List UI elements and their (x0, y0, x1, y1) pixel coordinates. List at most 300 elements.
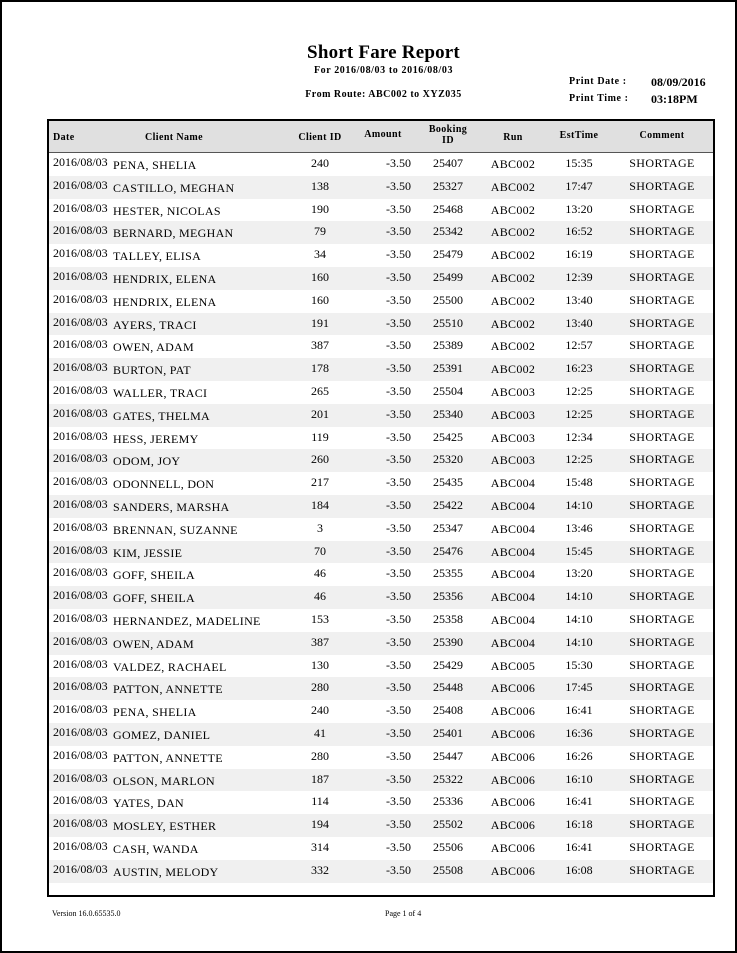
cell-comment: SHORTAGE (629, 156, 695, 170)
col-run: Run (503, 132, 523, 143)
cell-client-id: 160 (311, 292, 329, 307)
cell-est-time: 12:25 (565, 406, 593, 421)
cell-run: ABC002 (490, 293, 536, 308)
cell-client-name: OWEN, ADAM (113, 340, 194, 355)
cell-booking-id: 25429 (433, 657, 463, 672)
cell-est-time: 12:57 (565, 338, 593, 353)
cell-date: 2016/08/03 (53, 838, 108, 853)
table-row (49, 632, 713, 655)
col-client-id: Client ID (298, 132, 342, 143)
cell-comment: SHORTAGE (629, 201, 695, 216)
cell-booking-id: 25356 (433, 589, 463, 604)
cell-client-id: 265 (311, 383, 329, 398)
cell-amount: -3.50 (386, 589, 411, 604)
cell-date: 2016/08/03 (53, 268, 108, 283)
cell-date: 2016/08/03 (53, 200, 108, 215)
cell-est-time: 13:40 (565, 292, 593, 307)
cell-client-id: 46 (314, 589, 326, 604)
cell-run: ABC006 (490, 772, 536, 787)
cell-booking-id: 25435 (433, 475, 463, 490)
print-time-value: 03:18PM (651, 92, 698, 106)
cell-comment: SHORTAGE (629, 361, 695, 376)
cell-est-time: 12:25 (565, 452, 593, 467)
cell-booking-id: 25510 (433, 315, 463, 330)
col-comment: Comment (639, 130, 685, 141)
cell-comment: SHORTAGE (629, 452, 695, 467)
cell-date: 2016/08/03 (53, 223, 108, 238)
cell-amount: -3.50 (386, 201, 411, 216)
table-row (49, 153, 713, 176)
cell-comment: SHORTAGE (629, 703, 695, 718)
cell-est-time: 16:19 (565, 247, 593, 262)
cell-run: ABC003 (490, 407, 536, 422)
cell-run: ABC004 (490, 612, 536, 627)
cell-booking-id: 25408 (433, 703, 463, 718)
table-row (49, 427, 713, 450)
table-row (49, 495, 713, 518)
cell-booking-id: 25479 (433, 247, 463, 262)
cell-comment: SHORTAGE (629, 269, 695, 284)
table-row (49, 860, 713, 883)
cell-run: ABC006 (490, 840, 536, 855)
cell-comment: SHORTAGE (629, 566, 695, 581)
cell-run: ABC004 (490, 476, 536, 491)
cell-amount: -3.50 (386, 680, 411, 695)
cell-client-name: GOFF, SHEILA (113, 591, 195, 606)
cell-amount: -3.50 (386, 269, 411, 284)
cell-client-name: AYERS, TRACI (113, 317, 197, 332)
cell-comment: SHORTAGE (629, 520, 695, 535)
cell-date: 2016/08/03 (53, 382, 108, 397)
cell-amount: -3.50 (386, 634, 411, 649)
cell-est-time: 17:45 (565, 680, 593, 695)
table-row (49, 723, 713, 746)
cell-run: ABC002 (490, 270, 536, 285)
cell-est-time: 16:10 (565, 771, 593, 786)
cell-est-time: 16:52 (565, 224, 593, 239)
cell-date: 2016/08/03 (53, 633, 108, 648)
cell-booking-id: 25476 (433, 543, 463, 558)
cell-run: ABC006 (490, 749, 536, 764)
cell-amount: -3.50 (386, 475, 411, 490)
cell-est-time: 16:36 (565, 725, 593, 740)
cell-client-name: CASTILLO, MEGHAN (113, 180, 235, 195)
table-row (49, 335, 713, 358)
cell-client-id: 184 (311, 497, 329, 512)
cell-booking-id: 25347 (433, 520, 463, 535)
cell-est-time: 13:46 (565, 520, 593, 535)
cell-client-name: PENA, SHELIA (113, 705, 197, 720)
cell-comment: SHORTAGE (629, 817, 695, 832)
cell-booking-id: 25468 (433, 201, 463, 216)
table-row (49, 244, 713, 267)
col-booking-id (417, 124, 479, 146)
cell-client-name: GOFF, SHEILA (113, 568, 195, 583)
cell-client-name: OWEN, ADAM (113, 636, 194, 651)
cell-run: ABC003 (490, 430, 536, 445)
cell-date: 2016/08/03 (53, 747, 108, 762)
cell-client-id: 314 (311, 839, 329, 854)
cell-est-time: 13:20 (565, 566, 593, 581)
table-row (49, 609, 713, 632)
cell-run: ABC004 (490, 498, 536, 513)
table-row (49, 449, 713, 472)
cell-est-time: 15:45 (565, 543, 593, 558)
cell-client-id: 260 (311, 452, 329, 467)
table-row (49, 313, 713, 336)
cell-booking-id: 25447 (433, 748, 463, 763)
cell-run: ABC002 (490, 339, 536, 354)
cell-est-time: 15:30 (565, 657, 593, 672)
cell-date: 2016/08/03 (53, 291, 108, 306)
cell-booking-id: 25391 (433, 361, 463, 376)
cell-client-name: PATTON, ANNETTE (113, 682, 223, 697)
cell-amount: -3.50 (386, 657, 411, 672)
cell-booking-id: 25336 (433, 794, 463, 809)
col-amount: Amount (364, 129, 402, 140)
cell-date: 2016/08/03 (53, 360, 108, 375)
cell-client-name: SANDERS, MARSHA (113, 499, 230, 514)
cell-date: 2016/08/03 (53, 724, 108, 739)
cell-booking-id: 25448 (433, 680, 463, 695)
cell-client-id: 240 (311, 156, 329, 170)
cell-client-id: 190 (311, 201, 329, 216)
cell-booking-id: 25340 (433, 406, 463, 421)
cell-comment: SHORTAGE (629, 794, 695, 809)
cell-amount: -3.50 (386, 566, 411, 581)
cell-run: ABC006 (490, 681, 536, 696)
cell-date: 2016/08/03 (53, 861, 108, 876)
table-body (49, 153, 713, 883)
cell-date: 2016/08/03 (53, 565, 108, 580)
cell-date: 2016/08/03 (53, 588, 108, 603)
cell-est-time: 14:10 (565, 611, 593, 626)
cell-est-time: 16:23 (565, 361, 593, 376)
cell-run: ABC003 (490, 384, 536, 399)
table-row (49, 381, 713, 404)
cell-amount: -3.50 (386, 383, 411, 398)
cell-booking-id: 25390 (433, 634, 463, 649)
cell-client-id: 79 (314, 224, 326, 239)
cell-client-id: 3 (317, 520, 323, 535)
cell-amount: -3.50 (386, 361, 411, 376)
cell-client-id: 114 (311, 794, 329, 809)
cell-comment: SHORTAGE (629, 839, 695, 854)
cell-run: ABC004 (490, 635, 536, 650)
cell-client-id: 240 (311, 703, 329, 718)
cell-date: 2016/08/03 (53, 405, 108, 420)
cell-est-time: 12:39 (565, 269, 593, 284)
cell-date: 2016/08/03 (53, 793, 108, 808)
date-range: For 2016/08/03 to 2016/08/03 (313, 65, 454, 76)
cell-amount: -3.50 (386, 338, 411, 353)
cell-comment: SHORTAGE (629, 315, 695, 330)
cell-amount: -3.50 (386, 497, 411, 512)
cell-est-time: 14:10 (565, 589, 593, 604)
cell-client-id: 280 (311, 680, 329, 695)
cell-date: 2016/08/03 (53, 474, 108, 489)
cell-amount: -3.50 (386, 224, 411, 239)
cell-run: ABC006 (490, 818, 536, 833)
cell-booking-id: 25401 (433, 725, 463, 740)
cell-run: ABC002 (490, 225, 536, 240)
cell-client-id: 34 (314, 247, 326, 262)
cell-booking-id: 25508 (433, 862, 463, 877)
report-table (47, 119, 715, 897)
cell-amount: -3.50 (386, 520, 411, 535)
table-row (49, 586, 713, 609)
cell-date: 2016/08/03 (53, 428, 108, 443)
cell-date: 2016/08/03 (53, 177, 108, 192)
cell-comment: SHORTAGE (629, 224, 695, 239)
cell-client-name: PENA, SHELIA (113, 158, 197, 172)
cell-run: ABC004 (490, 590, 536, 605)
cell-client-name: GATES, THELMA (113, 408, 211, 423)
cell-comment: SHORTAGE (629, 338, 695, 353)
cell-client-name: WALLER, TRACI (113, 385, 208, 400)
cell-run: ABC006 (490, 726, 536, 741)
cell-amount: -3.50 (386, 748, 411, 763)
col-est-time: EstTime (559, 130, 599, 141)
table-row (49, 518, 713, 541)
table-row (49, 655, 713, 678)
cell-run: ABC005 (490, 658, 536, 673)
cell-booking-id: 25320 (433, 452, 463, 467)
cell-amount: -3.50 (386, 543, 411, 558)
cell-run: ABC002 (490, 248, 536, 263)
cell-date: 2016/08/03 (53, 816, 108, 831)
col-booking-id-line1: Booking (428, 124, 468, 135)
cell-amount: -3.50 (386, 839, 411, 854)
cell-comment: SHORTAGE (629, 862, 695, 877)
cell-client-id: 217 (311, 475, 329, 490)
cell-comment: SHORTAGE (629, 680, 695, 695)
cell-client-name: PATTON, ANNETTE (113, 750, 223, 765)
cell-amount: -3.50 (386, 771, 411, 786)
cell-client-name: KIM, JESSIE (113, 545, 183, 560)
cell-amount: -3.50 (386, 156, 411, 170)
cell-client-id: 201 (311, 406, 329, 421)
cell-comment: SHORTAGE (629, 589, 695, 604)
route-range: From Route: ABC002 to XYZ035 (305, 89, 462, 100)
cell-amount: -3.50 (386, 247, 411, 262)
cell-client-name: OLSON, MARLON (113, 773, 215, 788)
table-row (49, 472, 713, 495)
cell-client-id: 119 (311, 429, 329, 444)
cell-client-name: HERNANDEZ, MADELINE (113, 613, 261, 628)
cell-client-name: HESS, JEREMY (113, 431, 199, 446)
cell-est-time: 16:08 (565, 862, 593, 877)
cell-client-name: TALLEY, ELISA (113, 249, 202, 264)
col-client-name: Client Name (145, 132, 203, 143)
cell-est-time: 16:18 (565, 817, 593, 832)
cell-comment: SHORTAGE (629, 178, 695, 193)
table-row (49, 358, 713, 381)
cell-date: 2016/08/03 (53, 656, 108, 671)
table-row (49, 677, 713, 700)
cell-comment: SHORTAGE (629, 247, 695, 262)
table-row (49, 290, 713, 313)
cell-client-id: 387 (311, 634, 329, 649)
cell-client-id: 191 (311, 315, 329, 330)
cell-client-name: BERNARD, MEGHAN (113, 226, 234, 241)
cell-est-time: 16:26 (565, 748, 593, 763)
cell-client-name: BRENNAN, SUZANNE (113, 522, 238, 537)
cell-date: 2016/08/03 (53, 246, 108, 261)
cell-est-time: 16:41 (565, 839, 593, 854)
table-row (49, 563, 713, 586)
cell-client-name: HENDRIX, ELENA (113, 271, 217, 286)
cell-amount: -3.50 (386, 794, 411, 809)
table-row (49, 267, 713, 290)
cell-client-name: HENDRIX, ELENA (113, 294, 217, 309)
cell-client-name: YATES, DAN (113, 796, 185, 811)
version-label: Version 16.0.65535.0 (52, 909, 121, 918)
cell-client-id: 194 (311, 817, 329, 832)
table-row (49, 221, 713, 244)
cell-client-name: ODONNELL, DON (113, 477, 215, 492)
cell-booking-id: 25355 (433, 566, 463, 581)
cell-date: 2016/08/03 (53, 679, 108, 694)
cell-run: ABC004 (490, 521, 536, 536)
cell-run: ABC002 (490, 202, 536, 217)
cell-run: ABC002 (490, 362, 536, 377)
cell-comment: SHORTAGE (629, 725, 695, 740)
cell-date: 2016/08/03 (53, 770, 108, 785)
cell-comment: SHORTAGE (629, 657, 695, 672)
cell-client-id: 70 (314, 543, 326, 558)
cell-est-time: 14:10 (565, 497, 593, 512)
cell-est-time: 15:35 (565, 156, 593, 170)
table-row (49, 176, 713, 199)
cell-client-name: AUSTIN, MELODY (113, 864, 219, 879)
cell-date: 2016/08/03 (53, 337, 108, 352)
cell-comment: SHORTAGE (629, 497, 695, 512)
cell-run: ABC006 (490, 704, 536, 719)
cell-date: 2016/08/03 (53, 702, 108, 717)
cell-booking-id: 25407 (433, 156, 463, 170)
cell-amount: -3.50 (386, 452, 411, 467)
cell-client-name: BURTON, PAT (113, 363, 191, 378)
cell-run: ABC003 (490, 453, 536, 468)
table-row (49, 837, 713, 860)
cell-comment: SHORTAGE (629, 383, 695, 398)
cell-date: 2016/08/03 (53, 496, 108, 511)
cell-client-name: HESTER, NICOLAS (113, 203, 221, 218)
page-indicator: Page 1 of 4 (385, 909, 422, 918)
cell-client-id: 387 (311, 338, 329, 353)
cell-est-time: 16:41 (565, 794, 593, 809)
cell-amount: -3.50 (386, 862, 411, 877)
cell-amount: -3.50 (386, 315, 411, 330)
cell-client-id: 160 (311, 269, 329, 284)
cell-comment: SHORTAGE (629, 634, 695, 649)
print-date-value: 08/09/2016 (651, 75, 706, 89)
cell-amount: -3.50 (386, 611, 411, 626)
print-time-label: Print Time : (569, 93, 629, 104)
cell-amount: -3.50 (386, 817, 411, 832)
cell-booking-id: 25500 (433, 292, 463, 307)
cell-est-time: 13:20 (565, 201, 593, 216)
cell-est-time: 15:48 (565, 475, 593, 490)
table-row (49, 814, 713, 837)
report-title: Short Fare Report (307, 42, 460, 63)
cell-booking-id: 25422 (433, 497, 463, 512)
table-row (49, 404, 713, 427)
cell-booking-id: 25425 (433, 429, 463, 444)
cell-comment: SHORTAGE (629, 748, 695, 763)
cell-client-id: 153 (311, 611, 329, 626)
cell-comment: SHORTAGE (629, 611, 695, 626)
table-row (49, 541, 713, 564)
cell-booking-id: 25342 (433, 224, 463, 239)
cell-booking-id: 25327 (433, 178, 463, 193)
cell-date: 2016/08/03 (53, 519, 108, 534)
cell-client-id: 178 (311, 361, 329, 376)
cell-client-name: GOMEZ, DANIEL (113, 727, 211, 742)
cell-run: ABC004 (490, 567, 536, 582)
cell-client-id: 138 (311, 178, 329, 193)
table-row (49, 746, 713, 769)
cell-est-time: 14:10 (565, 634, 593, 649)
cell-client-name: MOSLEY, ESTHER (113, 819, 217, 834)
cell-amount: -3.50 (386, 178, 411, 193)
table-header (49, 121, 713, 153)
cell-est-time: 16:41 (565, 703, 593, 718)
cell-amount: -3.50 (386, 703, 411, 718)
cell-date: 2016/08/03 (53, 610, 108, 625)
cell-run: ABC002 (490, 316, 536, 331)
cell-run: ABC006 (490, 795, 536, 810)
cell-client-id: 187 (311, 771, 329, 786)
cell-client-name: VALDEZ, RACHAEL (113, 659, 227, 674)
cell-est-time: 17:47 (565, 178, 593, 193)
cell-run: ABC002 (490, 157, 536, 171)
cell-est-time: 13:40 (565, 315, 593, 330)
table-row (49, 791, 713, 814)
cell-comment: SHORTAGE (629, 292, 695, 307)
cell-date: 2016/08/03 (53, 155, 108, 169)
cell-client-id: 130 (311, 657, 329, 672)
cell-comment: SHORTAGE (629, 406, 695, 421)
print-date-label: Print Date : (569, 76, 627, 87)
cell-booking-id: 25358 (433, 611, 463, 626)
table-row (49, 769, 713, 792)
cell-run: ABC002 (490, 179, 536, 194)
cell-booking-id: 25322 (433, 771, 463, 786)
cell-booking-id: 25499 (433, 269, 463, 284)
cell-comment: SHORTAGE (629, 543, 695, 558)
cell-amount: -3.50 (386, 429, 411, 444)
cell-comment: SHORTAGE (629, 429, 695, 444)
cell-client-name: CASH, WANDA (113, 841, 199, 856)
table-row (49, 199, 713, 222)
col-date: Date (53, 132, 75, 143)
cell-date: 2016/08/03 (53, 451, 108, 466)
cell-client-id: 41 (314, 725, 326, 740)
cell-amount: -3.50 (386, 725, 411, 740)
cell-est-time: 12:34 (565, 429, 593, 444)
cell-run: ABC006 (490, 863, 536, 878)
cell-client-name: ODOM, JOY (113, 454, 181, 469)
cell-booking-id: 25389 (433, 338, 463, 353)
cell-client-id: 46 (314, 566, 326, 581)
cell-date: 2016/08/03 (53, 542, 108, 557)
cell-comment: SHORTAGE (629, 771, 695, 786)
cell-amount: -3.50 (386, 406, 411, 421)
cell-client-id: 280 (311, 748, 329, 763)
cell-booking-id: 25504 (433, 383, 463, 398)
